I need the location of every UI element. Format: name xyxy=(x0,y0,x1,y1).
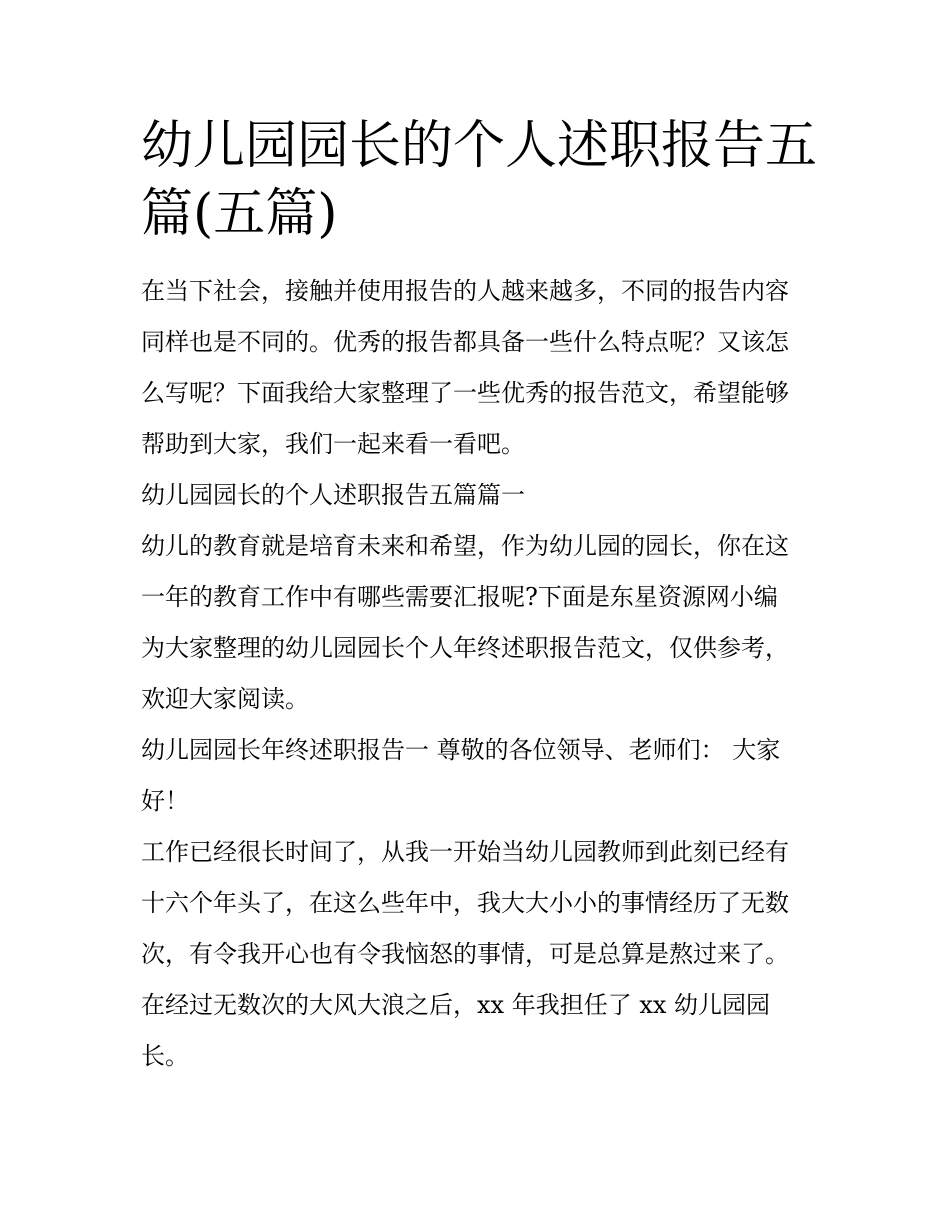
section-heading xyxy=(141,470,821,521)
paragraph-body xyxy=(141,827,821,1082)
paragraph-greeting xyxy=(141,725,821,827)
text-line: 工作已经很长时间了，从我一开始当幼儿园教师到此刻已经有 xyxy=(141,838,789,866)
text-line: 次，有令我开心也有令我恼怒的事情，可是总算是熬过来了。 xyxy=(141,940,789,968)
paragraph-preface xyxy=(141,521,821,725)
text-line: 欢迎大家阅读。 xyxy=(141,685,309,713)
document-body xyxy=(141,266,821,1082)
document-content xyxy=(141,112,821,1082)
text-line: 在经过无数次的大风大浪之后，xx 年我担任了 xx 幼儿园园 xyxy=(141,991,771,1019)
title-line: 幼儿园园长的个人述职报告五 xyxy=(141,116,818,176)
text-line: 为大家整理的幼儿园园长个人年终述职报告范文，仅供参考， xyxy=(141,634,789,662)
text-line: 幼儿园园长年终述职报告一 尊敬的各位领导、老师们： 大家 xyxy=(141,736,781,764)
text-line: 同样也是不同的。优秀的报告都具备一些什么特点呢？又该怎 xyxy=(141,328,789,356)
paragraph-intro xyxy=(141,266,821,470)
text-line: 长。 xyxy=(141,1042,189,1070)
document-title xyxy=(141,112,821,248)
text-line: 幼儿园园长的个人述职报告五篇篇一 xyxy=(141,481,525,509)
text-line: 在当下社会，接触并使用报告的人越来越多，不同的报告内容 xyxy=(141,277,789,305)
text-line: 幼儿的教育就是培育未来和希望，作为幼儿园的园长，你在这 xyxy=(141,532,789,560)
text-line: 一年的教育工作中有哪些需要汇报呢?下面是东星资源网小编 xyxy=(141,583,778,611)
text-line: 十六个年头了，在这么些年中，我大大小小的事情经历了无数 xyxy=(141,889,789,917)
text-line: 么写呢？下面我给大家整理了一些优秀的报告范文，希望能够 xyxy=(141,379,789,407)
title-line: 篇(五篇) xyxy=(141,184,338,244)
text-line: 帮助到大家，我们一起来看一看吧。 xyxy=(141,430,525,458)
text-line: 好！ xyxy=(141,787,189,815)
